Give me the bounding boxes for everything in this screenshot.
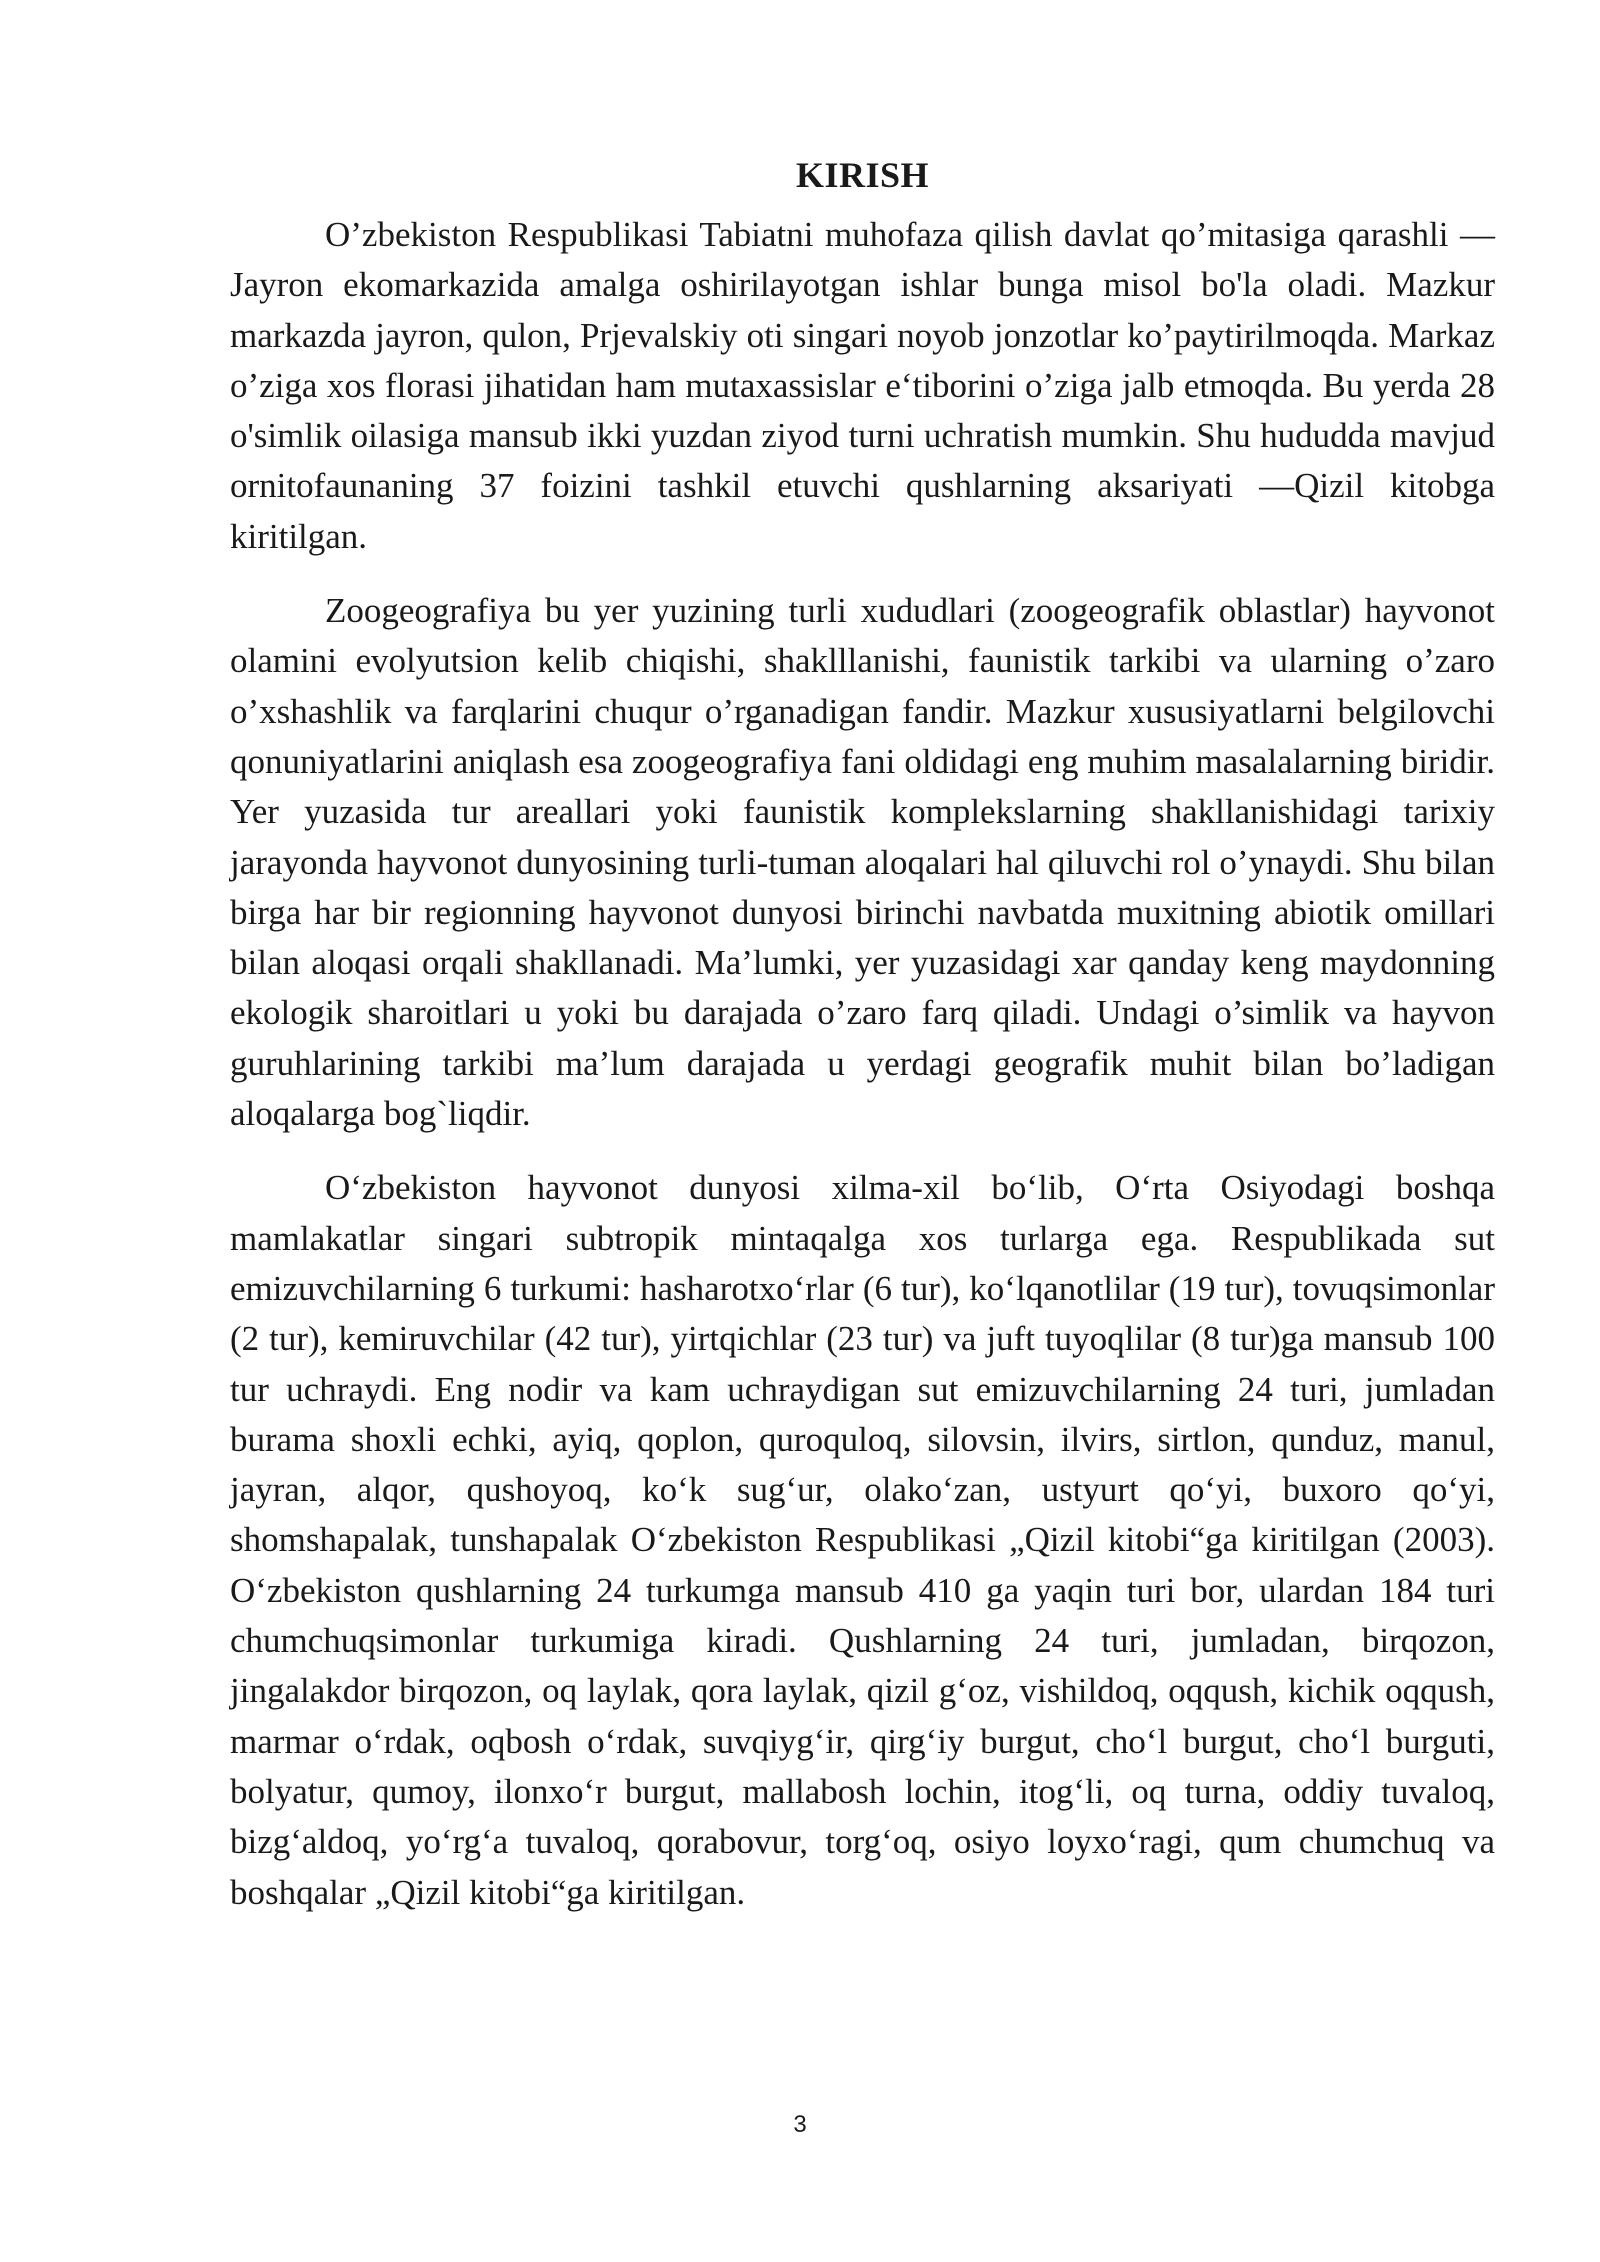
document-body: [230, 150, 1495, 1942]
paragraph-ekomarkaz: O’zbekiston Respublikasi Tabiatni muhofaza qilish davlat qo’mitasiga qarashli —Jayron ekomarkazida amalga oshirilayotgan ishlar bunga misol bo'la oladi. Mazkur markazda jayron, qulon, Prjevalskiy oti singari noyob jonzotlar ko’paytirilmoqda. Markaz o’ziga xos florasi jihatidan ham mutaxassislar e‘tiborini o’ziga jalb etmoqda. Bu yerda 28 o'simlik oilasiga mansub ikki yuzdan ziyod turni uchratish mumkin. Shu hududda mavjud ornitofaunaning 37 foizini tashkil etuvchi qushlarning aksariyati —Qizil kitobga kiritilgan.: [230, 215, 1495, 556]
paragraph-zoogeografiya: Zoogeografiya bu yer yuzining turli xududlari (zoogeografik oblastlar) hayvonot olamini evolyutsion kelib chiqishi, shaklllanishi, faunistik tarkibi va ularning o’zaro o’xshashlik va farqlarini chuqur o’rganadigan fandir. Mazkur xususiyatlarni belgilovchi qonuniyatlarini aniqlash esa zoogeografiya fani oldidagi eng muhim masalalarning biridir. Yer yuzasida tur areallari yoki faunistik komplekslarning shakllanishidagi tarixiy jarayonda hayvonot dunyosining turli-tuman aloqalari hal qiluvchi rol o’ynaydi. Shu bilan birga har bir regionning hayvonot dunyosi birinchi navbatda muxitning abiotik omillari bilan aloqasi orqali shakllanadi. Ma’lumki, yer yuzasidagi xar qanday keng maydonning ekologik sharoitlari u yoki bu darajada o’zaro farq qiladi. Undagi o’simlik va hayvon guruhlarining tarkibi ma’lum darajada u yerdagi geografik muhit bilan bo’ladigan aloqalarga bog`liqdir.: [230, 591, 1495, 1134]
paragraph-hayvonot-dunyosi: O‘zbekiston hayvonot dunyosi xilma-xil bo‘lib, O‘rta Osiyodagi boshqa mamlakatlar singari subtropik mintaqalga xos turlarga ega. Respublikada sut emizuvchilarning 6 turkumi: hasharotxo‘rlar (6 tur), ko‘lqanotlilar (19 tur), tovuqsimonlar (2 tur), kemiruvchilar (42 tur), yirtqichlar (23 tur) va juft tuyoqlilar (8 tur)ga mansub 100 tur uchraydi. Eng nodir va kam uchraydigan sut emizuvchilarning 24 turi, jumladan burama shoxli echki, ayiq, qoplon, quroquloq, silovsin, ilvirs, sirtlon, qunduz, manul, jayran, alqor, qushoyoq, ko‘k sug‘ur, olako‘zan, ustyurt qo‘yi, buxoro qo‘yi, shomshapalak, tunshapalak O‘zbekiston Respublikasi „Qizil kitobi“ga kiritilgan (2003). O‘zbekiston qushlarning 24 turkumga mansub 410 ga yaqin turi bor, ulardan 184 turi chumchuqsimonlar turkumiga kiradi. Qushlarning 24 turi, jumladan, birqozon, jingalakdor birqozon, oq laylak, qora laylak, qizil g‘oz, vishildoq, oqqush, kichik oqqush, marmar o‘rdak, oqbosh o‘rdak, suvqiyg‘ir, qirg‘iy burgut, cho‘l burgut, cho‘l burguti, bolyatur, qumoy, ilonxo‘r burgut, mallabosh lochin, itog‘li, oq turna, oddiy tuvaloq, bizg‘aldoq, yo‘rg‘a tuvaloq, qorabovur, torg‘oq, osiyo loyxo‘ragi, qum chumchuq va boshqalar „Qizil kitobi“ga kiritilgan.: [230, 1168, 1495, 1912]
page-number: 3: [793, 2111, 807, 2138]
section-title: KIRISH: [795, 155, 930, 195]
